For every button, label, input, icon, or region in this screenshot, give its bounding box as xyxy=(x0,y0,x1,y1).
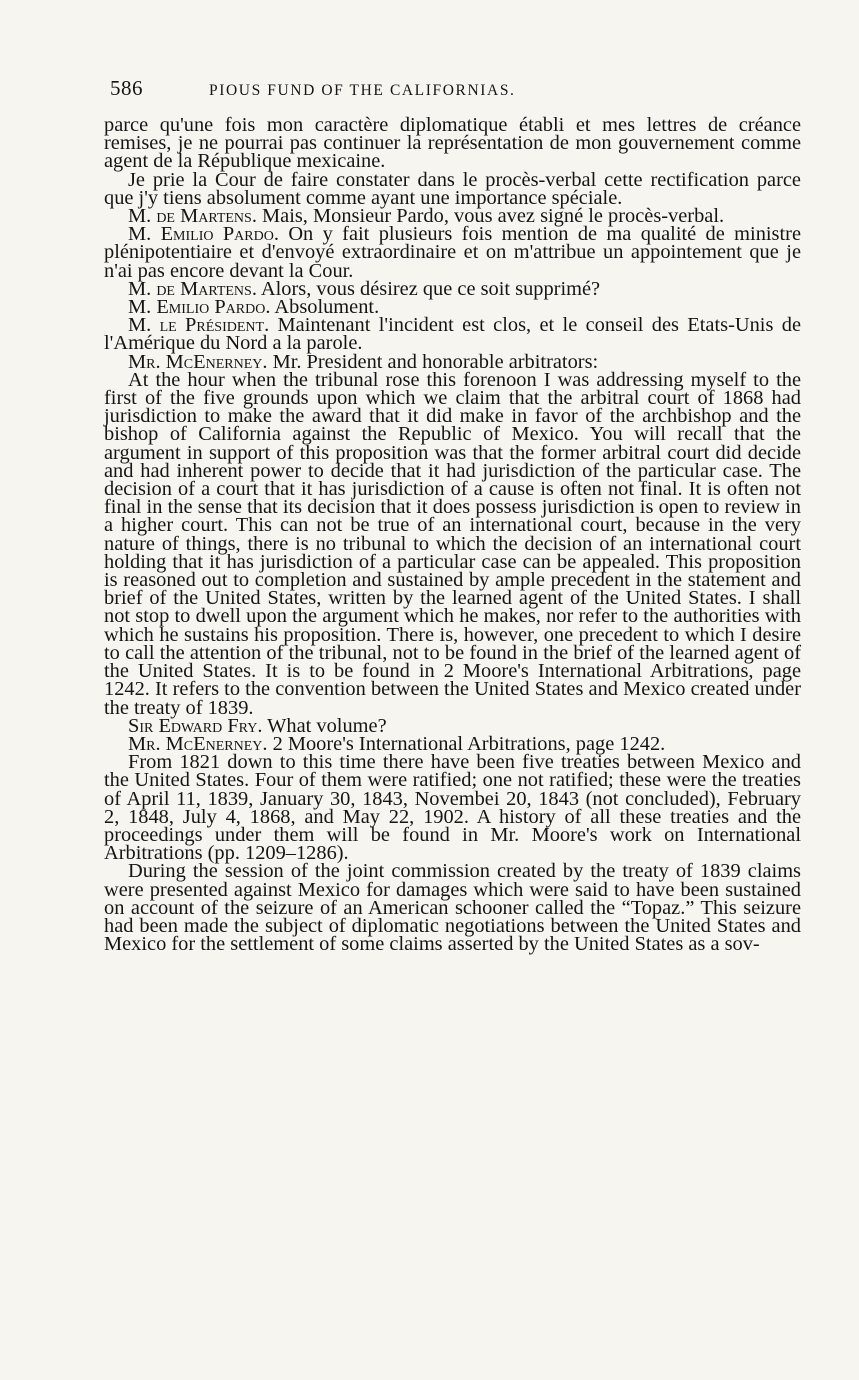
speaker-name: Sir Edward Fry. xyxy=(128,714,263,737)
paragraph-text: During the session of the joint commission created by the treaty of 1839 claims were presented against Mexico for damages which were said to have been sustained on account of the seizure of an American schooner called the “Topaz.” This seizure had been made the subject of diplomatic negotiations between the United States and Mexico for the settlement of some claims asserted by the United States as a sov- xyxy=(104,860,801,956)
paragraph xyxy=(104,116,801,171)
paragraph-text: Mais, Monsieur Pardo, vous avez signé le procès-verbal. xyxy=(256,205,725,228)
speaker-name: M. le Président. xyxy=(128,314,270,337)
paragraph xyxy=(104,751,801,865)
speaker-name: M. Emilio Pardo. xyxy=(128,296,271,319)
paragraph-text: 2 Moore's International Arbitrations, page 1242. xyxy=(267,732,666,755)
speaker-name: M. Emilio Pardo. xyxy=(128,223,279,246)
paragraph-text: At the hour when the tribunal rose this forenoon I was addressing myself to the first of the five grounds upon which we claim that the arbitral court of 1868 had jurisdiction to make the award that it did make in favor of the archbishop and the bishop of California against the Republic of Mexico. You will recall that the argument in support of this proposition was that the former arbitral court did decide and had inherent power to decide that it had jurisdiction of the particular case. The decision of a court that it has jurisdiction of a cause is often not final. It is often not final in the sense that its decision that it does possess jurisdiction is open to review in a higher court. This can not be true of an international court, because in the very nature of things, there is no tribunal to which the decision of an international court holding that it has jurisdiction of a particular case can be appealed. This proposition is reasoned out to completion and sustained by ample precedent in the statement and brief of the United States, written by the learned agent of the United States. I shall not stop to dwell upon the argument which he makes, nor refer to the authorities with which he sustains his proposition. There is, however, one precedent to which I desire to call the attention of the tribunal, not to be found in the brief of the learned agent of the United States. It is to be found in 2 Moore's International Arbitrations, page 1242. It refers to the convention between the United States and Mexico created under the treaty of 1839. xyxy=(104,368,801,719)
paragraph xyxy=(104,368,801,719)
paragraph-text: Mr. President and honorable arbitrators: xyxy=(267,350,599,373)
speaker-paragraph xyxy=(104,225,801,280)
speaker-name: M. de Martens. xyxy=(128,205,257,228)
body-text xyxy=(104,114,801,956)
paragraph-text: From 1821 down to this time there have been five treaties between Mexico and the United States. Four of them were ratified; one not ratified; these were the treaties of April 11, 1839, January 30, 1843, Novembei 20, 1843 (not concluded), February 2, 1848, July 4, 1868, and May 22, 1902. A history of all these treaties and the proceedings under them will be found in Mr. Moore's work on International Arbitrations (pp. 1209–1286). xyxy=(104,751,801,865)
running-head: PIOUS FUND OF THE CALIFORNIAS. xyxy=(209,82,516,99)
paragraph xyxy=(104,168,801,209)
paragraph-text: Je prie la Cour de faire constater dans le procès-verbal cette rectification parce que j'y tiens absolument comme ayant une importance spéciale. xyxy=(104,168,801,209)
page-number: 586 xyxy=(110,76,143,100)
paragraph xyxy=(104,860,801,956)
speaker-paragraph xyxy=(104,314,801,355)
paragraph-text: parce qu'une fois mon caractère diplomatique établi et mes lettres de créance remises, je ne pourrai pas continuer la représentation de mon gouvernement comme agent de la République mexicaine. xyxy=(104,114,801,173)
paragraph-text: Absolument. xyxy=(270,296,380,319)
paragraph-text: On y fait plusieurs fois mention de ma qualité de ministre plénipotentiaire et d'envoyé extraordinaire et on m'attribue un appointement que je n'ai pas encore devant la Cour. xyxy=(104,223,801,282)
paragraph-text: What volume? xyxy=(262,714,387,737)
document-page xyxy=(104,76,801,956)
paragraph-text: Maintenant l'incident est clos, et le conseil des Etats-Unis de l'Amérique du Nord a la parole. xyxy=(104,314,801,355)
paragraph-text: Alors, vous désirez que ce soit supprimé? xyxy=(256,277,601,300)
speaker-name: Mr. McEnerney. xyxy=(128,732,268,755)
speaker-name: Mr. McEnerney. xyxy=(128,350,268,373)
page-header xyxy=(110,76,801,116)
speaker-name: M. de Martens. xyxy=(128,277,257,300)
